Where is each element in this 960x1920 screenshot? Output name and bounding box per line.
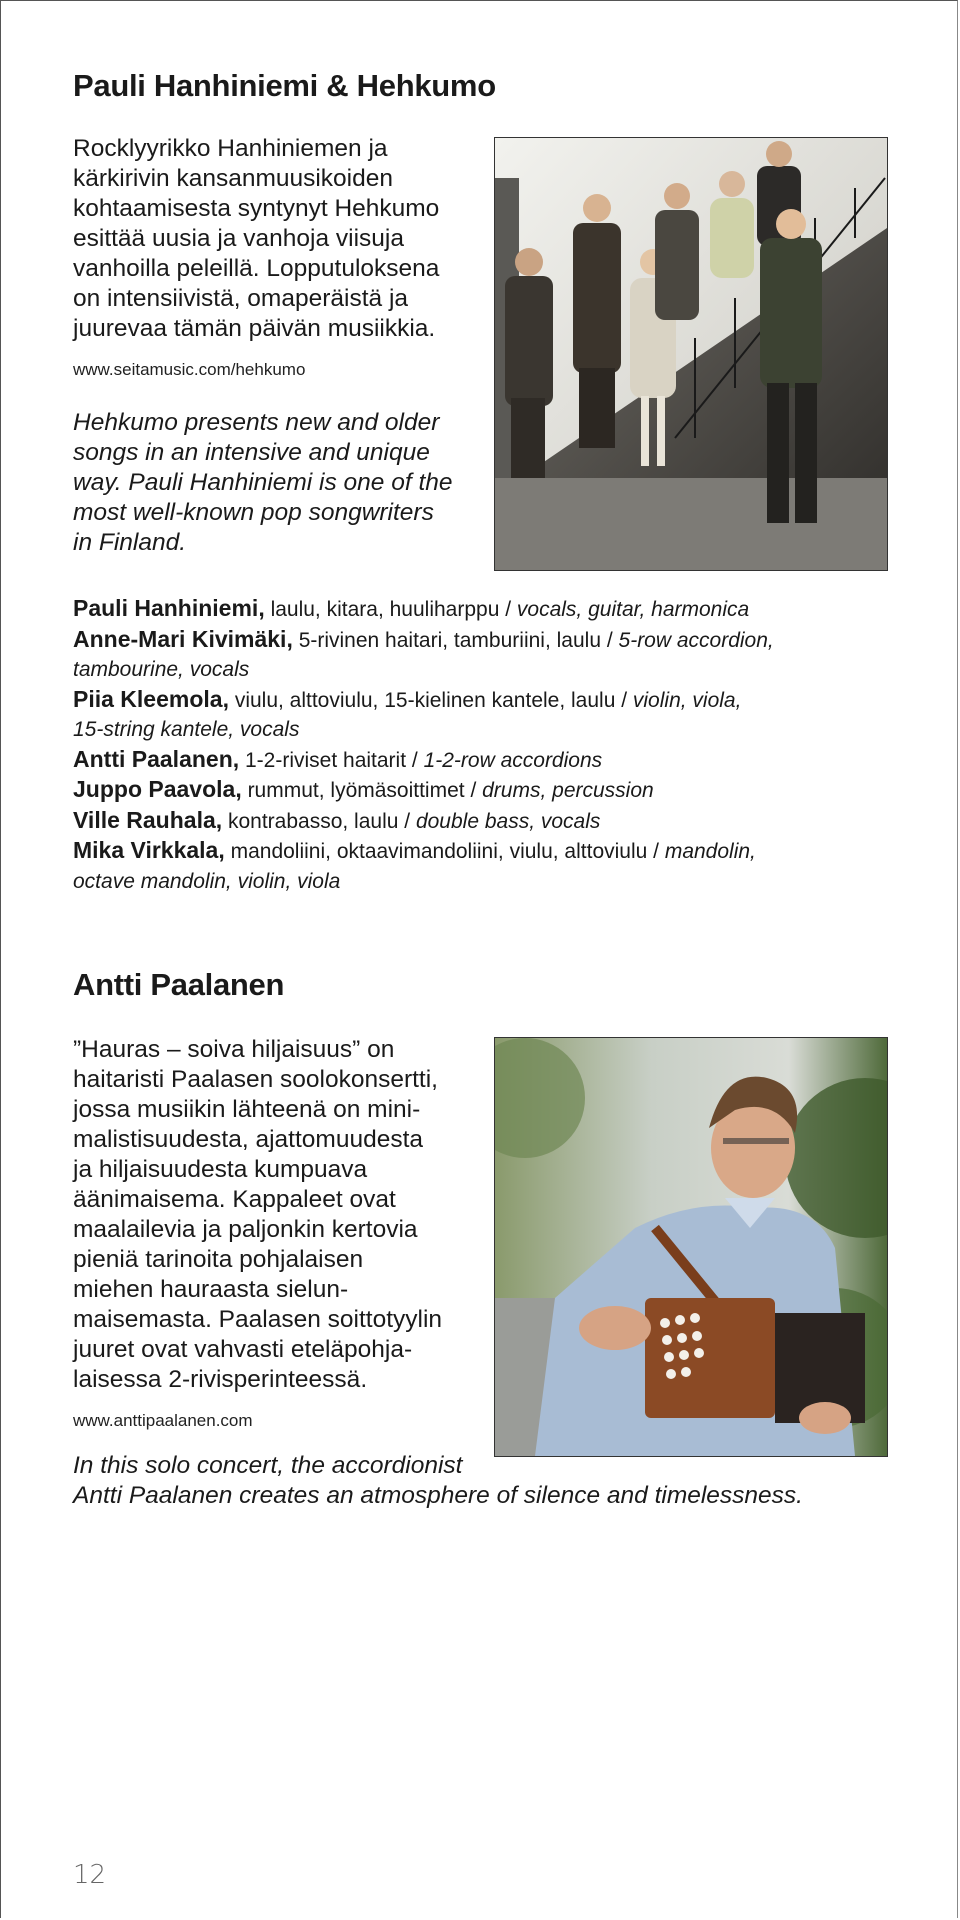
member-credit: Antti Paalanen, 1-2-riviset haitarit / 1-2-row accordions (73, 745, 603, 772)
hehkumo-members: Pauli Hanhiniemi, laulu, kitara, huuliharppu / vocals, guitar, harmonica Anne-Mari Kivimäki, 5-rivinen haitari, tamburiini, laulu / 5-row accordion, tambourine, vocals Piia Kleemola, viulu, alttoviulu, 15-kielinen kantele, laulu / violin, viola, 15-string kantele, vocals Antti Paalanen, 1-2-riviset haitarit / 1-2-row accordions Juppo Paavola, rummut, lyömäsoittimet / drums, percussion Ville Rauhala, kontrabasso, laulu / double bass, vocals Mika Virkkala, mandoliini, oktaavimandoliini, viulu, alttoviulu / mandolin, octave mandolin, violin, viola (73, 594, 893, 896)
hehkumo-english: Hehkumo presents new and older songs in an intensive and unique way. Pauli Hanhiniemi is one of the most well-known pop songwriters in Finland. (73, 409, 453, 556)
paalanen-url[interactable]: www.anttipaalanen.com (73, 1411, 253, 1430)
band-photo-illustration (495, 138, 887, 570)
member-credit: Pauli Hanhiniemi, laulu, kitara, huuliharppu / vocals, guitar, harmonica (73, 595, 750, 621)
member-credit: Juppo Paavola, rummut, lyömäsoittimet / drums, percussion (73, 776, 654, 802)
paalanen-intro: ”Hauras – soiva hiljaisuus” on haitaristi Paalasen soolokonsertti, jossa musiikin lähteenä on mini- malistisuudesta, ajattomuudesta ja hiljaisuudesta kumpuava äänimaisema. Kappaleet ovat maalailevia ja paljonkin kertovia pieniä tarinoita pohjalaisen miehen hauraasta sielun- maisemasta. Paalasen soittotyylin juuret ovat vahvasti eteläpohja- laisessa 2-rivisperinteessä. (73, 1036, 443, 1393)
hehkumo-section (73, 68, 893, 893)
paalanen-accordion-photo (494, 1037, 888, 1457)
member-credit: Piia Kleemola, viulu, alttoviulu, 15-kielinen kantele, laulu / violin, viola, (73, 685, 742, 712)
member-credit: Anne-Mari Kivimäki, 5-rivinen haitari, tamburiini, laulu / 5-row accordion, (73, 625, 774, 652)
page-number: 12 (73, 1860, 107, 1890)
paalanen-title: Antti Paalanen (73, 967, 285, 1002)
accordion-photo-illustration (495, 1038, 887, 1456)
member-credit: Mika Virkkala, mandoliini, oktaavimandoliini, viulu, alttoviulu / mandolin, (73, 837, 756, 863)
paalanen-section (73, 967, 893, 1509)
hehkumo-url[interactable]: www.seitamusic.com/hehkumo (73, 360, 306, 379)
hehkumo-title: Pauli Hanhiniemi & Hehkumo (73, 68, 496, 103)
hehkumo-band-photo (494, 137, 888, 571)
paalanen-english: In this solo concert, the accordionist Antti Paalanen creates an atmosphere of silence and timelessness. (73, 1452, 803, 1509)
hehkumo-intro: Rocklyyrikko Hanhiniemen ja kärkirivin kansanmuusikoiden kohtaamisesta syntynyt Hehkumo esittää uusia ja vanhoja viisuja vanhoilla peleillä. Lopputuloksena on intensiivistä, omaperäistä ja juurevaa tämän päivän musiikkia. (73, 135, 440, 342)
member-credit: Ville Rauhala, kontrabasso, laulu / double bass, vocals (73, 806, 601, 833)
